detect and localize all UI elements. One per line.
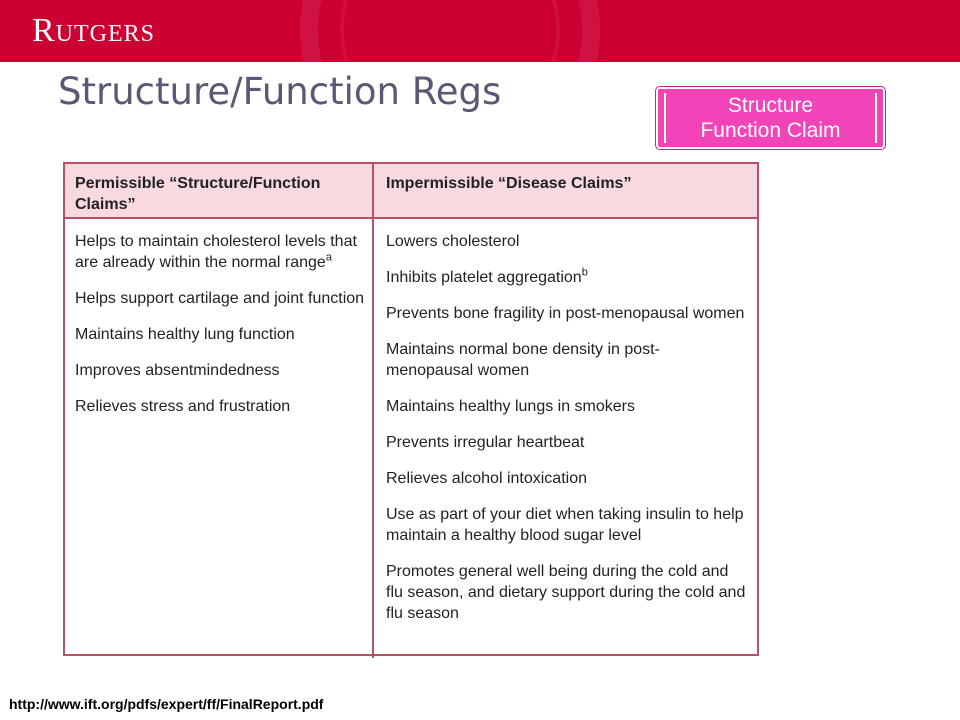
column-divider — [372, 164, 374, 658]
claim-text: Lowers cholesterol — [386, 233, 520, 250]
impermissible-claim-item — [386, 303, 746, 324]
permissible-claim-item — [75, 288, 365, 309]
claim-text: Use as part of your diet when taking insulin to help maintain a healthy blood sugar level — [386, 506, 744, 544]
claim-text: Maintains healthy lungs in smokers — [386, 398, 636, 415]
permissible-claim-item — [75, 324, 365, 345]
impermissible-claim-item — [386, 468, 746, 489]
badge-label: Structure Function Claim — [700, 94, 841, 142]
claim-text: Inhibits platelet aggregation — [386, 269, 582, 286]
claim-text: Helps to maintain cholesterol levels that are already within the normal range — [75, 233, 357, 271]
claim-text: Promotes general well being during the cold and flu season, and dietary support during the cold and flu season — [386, 563, 746, 622]
slide-title: Structure/Function Regs — [58, 70, 502, 113]
permissible-claims-list — [75, 231, 365, 432]
claim-text: Relieves stress and frustration — [75, 398, 291, 415]
impermissible-claim-item — [386, 231, 746, 252]
permissible-claim-item — [75, 360, 365, 381]
rutgers-logo: Rutgers — [32, 12, 156, 49]
permissible-claim-item — [75, 396, 365, 417]
claim-text: Relieves alcohol intoxication — [386, 470, 587, 487]
seal-watermark-inner — [340, 0, 560, 62]
claim-text: Improves absentmindedness — [75, 362, 280, 379]
claim-text: Maintains healthy lung function — [75, 326, 295, 343]
permissible-claim-item — [75, 231, 365, 273]
impermissible-claims-list — [386, 231, 746, 639]
claims-table — [63, 162, 759, 656]
claim-text: Prevents bone fragility in post-menopausal women — [386, 305, 745, 322]
source-url: http://www.ift.org/pdfs/expert/ff/FinalReport.pdf — [9, 696, 324, 712]
claim-text: Prevents irregular heartbeat — [386, 434, 585, 451]
impermissible-claim-item — [386, 561, 746, 624]
impermissible-claim-item — [386, 267, 746, 288]
claim-text: Helps support cartilage and joint function — [75, 290, 365, 307]
claim-text: Maintains normal bone density in post-menopausal women — [386, 341, 660, 379]
impermissible-claim-item — [386, 504, 746, 546]
header-permissible: Permissible “Structure/Function Claims” — [75, 175, 321, 213]
impermissible-claim-item — [386, 339, 746, 381]
header-banner — [0, 0, 960, 62]
table-header-row — [65, 164, 757, 219]
footnote-marker: a — [325, 251, 332, 264]
footnote-marker: b — [581, 266, 588, 279]
structure-function-claim-badge — [656, 87, 885, 149]
header-impermissible: Impermissible “Disease Claims” — [386, 175, 632, 192]
impermissible-claim-item — [386, 432, 746, 453]
impermissible-claim-item — [386, 396, 746, 417]
